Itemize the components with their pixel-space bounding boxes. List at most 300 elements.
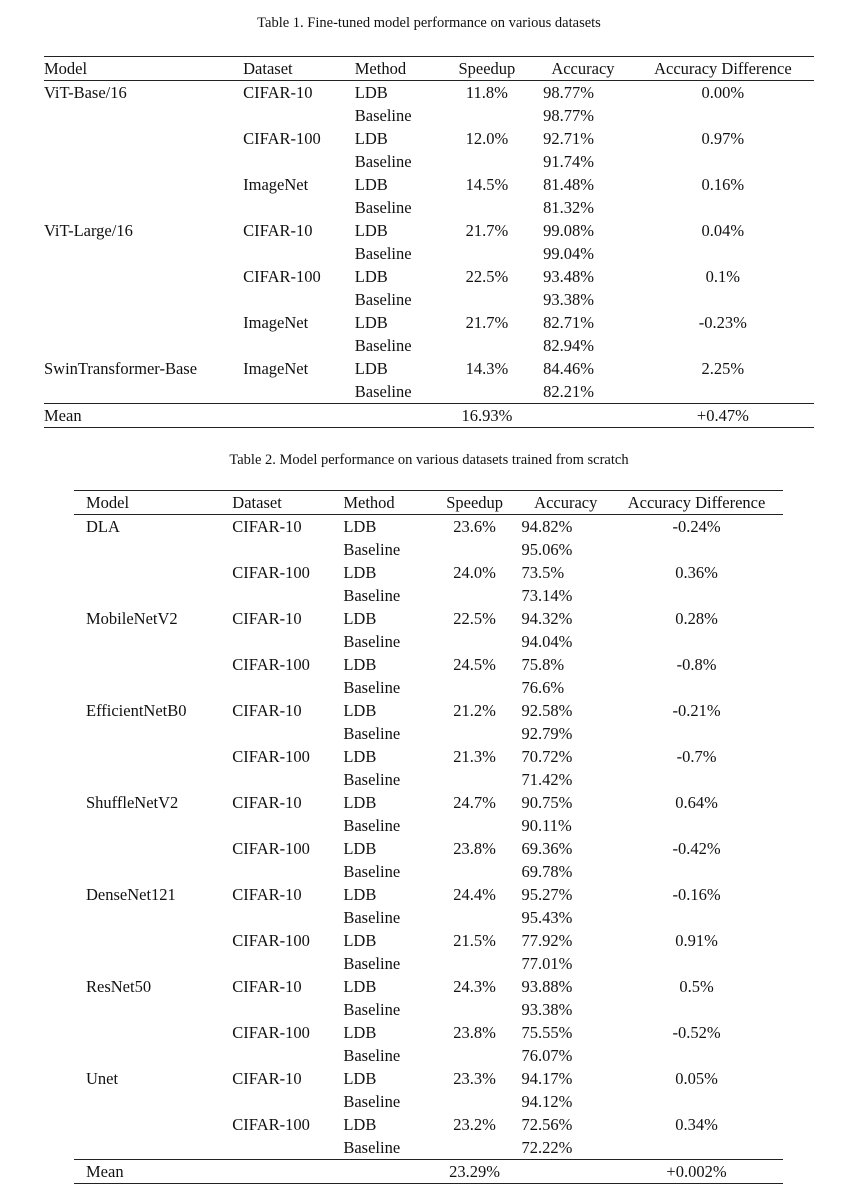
speedup-cell: 21.3% bbox=[453, 747, 496, 766]
accuracy-cell: 99.08% bbox=[543, 221, 594, 240]
accuracy-difference-cell: 0.36% bbox=[675, 563, 718, 582]
method-cell: LDB bbox=[343, 701, 377, 720]
speedup-cell bbox=[440, 334, 534, 357]
table-row bbox=[74, 1067, 783, 1090]
accuracy-cell: 69.36% bbox=[521, 839, 573, 858]
speedup-cell bbox=[428, 630, 522, 653]
accuracy-difference-cell bbox=[610, 1136, 783, 1160]
model-cell bbox=[74, 998, 232, 1021]
accuracy-cell: 94.04% bbox=[521, 632, 573, 651]
accuracy-difference-cell: -0.7% bbox=[676, 747, 717, 766]
method-cell: Baseline bbox=[354, 382, 412, 401]
model-cell bbox=[74, 1044, 232, 1067]
model-cell bbox=[44, 242, 243, 265]
speedup-cell bbox=[428, 676, 522, 699]
speedup-cell bbox=[428, 722, 522, 745]
dataset-cell: CIFAR-10 bbox=[232, 977, 302, 996]
table-row bbox=[74, 607, 783, 630]
accuracy-difference-cell: -0.16% bbox=[672, 885, 721, 904]
table2-header-method: Method bbox=[343, 491, 427, 515]
table-row bbox=[74, 699, 783, 722]
accuracy-difference-cell: 0.64% bbox=[675, 793, 718, 812]
table-row bbox=[74, 975, 783, 998]
accuracy-cell: 95.27% bbox=[521, 885, 573, 904]
table1-mean-dataset bbox=[243, 404, 355, 428]
speedup-cell: 24.5% bbox=[453, 655, 496, 674]
accuracy-cell: 81.32% bbox=[543, 198, 594, 217]
table2-mean-speedup: 23.29% bbox=[428, 1160, 522, 1184]
model-cell bbox=[74, 768, 232, 791]
accuracy-cell: 77.01% bbox=[521, 954, 573, 973]
table2-mean-accuracy bbox=[522, 1160, 611, 1184]
dataset-cell: CIFAR-100 bbox=[232, 655, 310, 674]
model-cell bbox=[74, 906, 232, 929]
model-cell: ViT-Base/16 bbox=[44, 83, 127, 102]
accuracy-difference-cell: -0.8% bbox=[676, 655, 717, 674]
model-cell bbox=[74, 929, 232, 952]
table2-header-model: Model bbox=[74, 491, 232, 515]
table2-header-row bbox=[74, 491, 783, 515]
speedup-cell bbox=[428, 1136, 522, 1160]
dataset-cell: ImageNet bbox=[243, 359, 309, 378]
speedup-cell bbox=[440, 288, 534, 311]
table2-header-speedup: Speedup bbox=[428, 491, 522, 515]
model-cell: EfficientNetB0 bbox=[86, 701, 187, 720]
model-cell: ResNet50 bbox=[86, 977, 152, 996]
speedup-cell: 23.2% bbox=[453, 1115, 496, 1134]
dataset-cell bbox=[232, 538, 343, 561]
accuracy-difference-cell: 0.34% bbox=[675, 1115, 718, 1134]
method-cell: LDB bbox=[343, 931, 377, 950]
model-cell bbox=[44, 311, 243, 334]
accuracy-cell: 93.88% bbox=[521, 977, 573, 996]
dataset-cell: CIFAR-10 bbox=[243, 83, 313, 102]
dataset-cell: CIFAR-10 bbox=[243, 221, 313, 240]
accuracy-cell: 69.78% bbox=[521, 862, 573, 881]
accuracy-cell: 70.72% bbox=[521, 747, 573, 766]
accuracy-difference-cell: 0.16% bbox=[701, 175, 745, 194]
method-cell: LDB bbox=[354, 129, 388, 148]
model-cell bbox=[74, 630, 232, 653]
accuracy-difference-cell bbox=[610, 768, 783, 791]
speedup-cell bbox=[428, 768, 522, 791]
method-cell: LDB bbox=[354, 313, 388, 332]
accuracy-cell: 82.71% bbox=[543, 313, 594, 332]
accuracy-cell: 93.38% bbox=[521, 1000, 573, 1019]
method-cell: Baseline bbox=[343, 816, 401, 835]
dataset-cell bbox=[243, 150, 355, 173]
model-cell bbox=[74, 745, 232, 768]
method-cell: Baseline bbox=[343, 1092, 401, 1111]
table-row bbox=[44, 104, 814, 127]
accuracy-cell: 98.77% bbox=[543, 83, 594, 102]
table1-mean-accuracy bbox=[534, 404, 632, 428]
model-cell bbox=[74, 722, 232, 745]
model-cell bbox=[44, 380, 243, 404]
accuracy-difference-cell: 0.04% bbox=[701, 221, 745, 240]
table2-mean-diff: +0.002% bbox=[610, 1160, 783, 1184]
speedup-cell bbox=[428, 814, 522, 837]
speedup-cell bbox=[428, 952, 522, 975]
table-row bbox=[74, 538, 783, 561]
model-cell bbox=[74, 837, 232, 860]
dataset-cell bbox=[243, 196, 355, 219]
table2-header-accuracy: Accuracy bbox=[522, 491, 611, 515]
speedup-cell bbox=[440, 196, 534, 219]
accuracy-difference-cell bbox=[610, 584, 783, 607]
speedup-cell bbox=[428, 538, 522, 561]
method-cell: Baseline bbox=[354, 106, 412, 125]
dataset-cell: ImageNet bbox=[243, 175, 309, 194]
dataset-cell bbox=[232, 584, 343, 607]
accuracy-difference-cell bbox=[610, 860, 783, 883]
accuracy-cell: 94.12% bbox=[521, 1092, 573, 1111]
accuracy-difference-cell: 0.05% bbox=[675, 1069, 718, 1088]
dataset-cell: CIFAR-10 bbox=[232, 1069, 302, 1088]
speedup-cell bbox=[428, 1044, 522, 1067]
model-cell bbox=[44, 196, 243, 219]
table1-mean-row bbox=[44, 404, 814, 428]
table2-mean-method bbox=[343, 1160, 427, 1184]
speedup-cell: 24.0% bbox=[453, 563, 496, 582]
accuracy-cell: 94.17% bbox=[521, 1069, 573, 1088]
method-cell: Baseline bbox=[343, 908, 401, 927]
method-cell: Baseline bbox=[354, 244, 412, 263]
table-row bbox=[74, 998, 783, 1021]
table1-header-accuracy-difference: Accuracy Difference bbox=[632, 57, 814, 81]
accuracy-cell: 73.14% bbox=[521, 586, 573, 605]
table-row bbox=[44, 288, 814, 311]
dataset-cell: CIFAR-100 bbox=[243, 129, 321, 148]
dataset-cell bbox=[232, 998, 343, 1021]
accuracy-difference-cell bbox=[610, 676, 783, 699]
model-cell bbox=[44, 173, 243, 196]
table-row bbox=[74, 1021, 783, 1044]
table-row bbox=[74, 952, 783, 975]
accuracy-cell: 93.48% bbox=[543, 267, 594, 286]
speedup-cell: 21.5% bbox=[453, 931, 496, 950]
accuracy-difference-cell bbox=[610, 722, 783, 745]
table1 bbox=[44, 56, 814, 428]
accuracy-cell: 93.38% bbox=[543, 290, 594, 309]
accuracy-difference-cell bbox=[632, 196, 814, 219]
table-row bbox=[44, 150, 814, 173]
method-cell: LDB bbox=[354, 83, 388, 102]
method-cell: LDB bbox=[343, 1115, 377, 1134]
accuracy-difference-cell bbox=[632, 380, 814, 404]
method-cell: LDB bbox=[343, 517, 377, 536]
dataset-cell bbox=[243, 242, 355, 265]
model-cell: DenseNet121 bbox=[86, 885, 176, 904]
model-cell bbox=[44, 288, 243, 311]
model-cell bbox=[44, 265, 243, 288]
dataset-cell bbox=[232, 860, 343, 883]
accuracy-cell: 95.06% bbox=[521, 540, 573, 559]
accuracy-cell: 82.21% bbox=[543, 382, 594, 401]
dataset-cell bbox=[232, 814, 343, 837]
model-cell bbox=[74, 676, 232, 699]
table1-header-method: Method bbox=[355, 57, 440, 81]
model-cell: ViT-Large/16 bbox=[44, 221, 133, 240]
accuracy-difference-cell: 0.97% bbox=[701, 129, 745, 148]
table-row bbox=[44, 173, 814, 196]
method-cell: LDB bbox=[343, 977, 377, 996]
table-row bbox=[74, 676, 783, 699]
model-cell bbox=[74, 952, 232, 975]
speedup-cell bbox=[428, 584, 522, 607]
table-row bbox=[74, 860, 783, 883]
accuracy-difference-cell: 0.91% bbox=[675, 931, 718, 950]
dataset-cell bbox=[243, 334, 355, 357]
speedup-cell bbox=[428, 1090, 522, 1113]
accuracy-difference-cell bbox=[632, 242, 814, 265]
method-cell: LDB bbox=[343, 793, 377, 812]
table2-header-accuracy-difference: Accuracy Difference bbox=[610, 491, 783, 515]
speedup-cell: 24.3% bbox=[453, 977, 496, 996]
model-cell bbox=[44, 150, 243, 173]
table1-header-model: Model bbox=[44, 57, 243, 81]
accuracy-cell: 84.46% bbox=[543, 359, 594, 378]
table2-mean-label: Mean bbox=[74, 1160, 232, 1184]
accuracy-difference-cell: -0.23% bbox=[698, 313, 747, 332]
speedup-cell: 21.7% bbox=[465, 221, 509, 240]
model-cell: Unet bbox=[86, 1069, 119, 1088]
accuracy-cell: 75.55% bbox=[521, 1023, 573, 1042]
table-row bbox=[44, 357, 814, 380]
model-cell bbox=[74, 538, 232, 561]
speedup-cell: 22.5% bbox=[465, 267, 509, 286]
dataset-cell bbox=[243, 288, 355, 311]
accuracy-difference-cell: 0.5% bbox=[679, 977, 714, 996]
model-cell: ShuffleNetV2 bbox=[86, 793, 179, 812]
model-cell bbox=[74, 1090, 232, 1113]
method-cell: Baseline bbox=[343, 1000, 401, 1019]
dataset-cell: ImageNet bbox=[243, 313, 309, 332]
speedup-cell: 24.4% bbox=[453, 885, 496, 904]
table1-header-accuracy: Accuracy bbox=[534, 57, 632, 81]
table-row bbox=[74, 561, 783, 584]
model-cell: DLA bbox=[86, 517, 120, 536]
table-row bbox=[44, 311, 814, 334]
dataset-cell bbox=[232, 722, 343, 745]
model-cell bbox=[44, 104, 243, 127]
accuracy-cell: 91.74% bbox=[543, 152, 594, 171]
accuracy-cell: 73.5% bbox=[521, 563, 565, 582]
table-row bbox=[74, 768, 783, 791]
table-row bbox=[44, 242, 814, 265]
method-cell: LDB bbox=[343, 839, 377, 858]
speedup-cell: 23.6% bbox=[453, 517, 496, 536]
model-cell: MobileNetV2 bbox=[86, 609, 178, 628]
speedup-cell bbox=[428, 860, 522, 883]
dataset-cell: CIFAR-100 bbox=[232, 1115, 310, 1134]
accuracy-difference-cell: 0.28% bbox=[675, 609, 718, 628]
table-row bbox=[74, 653, 783, 676]
table2-body bbox=[74, 515, 783, 1160]
method-cell: LDB bbox=[354, 221, 388, 240]
dataset-cell: CIFAR-100 bbox=[232, 747, 310, 766]
table-row bbox=[74, 1113, 783, 1136]
method-cell: Baseline bbox=[343, 862, 401, 881]
speedup-cell bbox=[440, 150, 534, 173]
accuracy-cell: 81.48% bbox=[543, 175, 594, 194]
speedup-cell: 21.2% bbox=[453, 701, 496, 720]
method-cell: LDB bbox=[343, 563, 377, 582]
table-row bbox=[74, 722, 783, 745]
method-cell: Baseline bbox=[343, 954, 401, 973]
accuracy-cell: 92.58% bbox=[521, 701, 573, 720]
method-cell: Baseline bbox=[343, 1046, 401, 1065]
table1-header-dataset: Dataset bbox=[243, 57, 355, 81]
dataset-cell bbox=[243, 380, 355, 404]
dataset-cell: CIFAR-100 bbox=[232, 839, 310, 858]
table-row bbox=[44, 219, 814, 242]
table-row bbox=[44, 127, 814, 150]
dataset-cell: CIFAR-100 bbox=[232, 931, 310, 950]
dataset-cell bbox=[232, 768, 343, 791]
speedup-cell bbox=[440, 380, 534, 404]
accuracy-difference-cell bbox=[632, 288, 814, 311]
accuracy-difference-cell bbox=[610, 630, 783, 653]
accuracy-difference-cell bbox=[610, 998, 783, 1021]
speedup-cell: 23.8% bbox=[453, 839, 496, 858]
dataset-cell bbox=[232, 1090, 343, 1113]
table2 bbox=[74, 490, 783, 1184]
method-cell: LDB bbox=[343, 747, 377, 766]
method-cell: LDB bbox=[343, 1023, 377, 1042]
table2-header-dataset: Dataset bbox=[232, 491, 343, 515]
table1-header-row bbox=[44, 57, 814, 81]
table-row bbox=[74, 929, 783, 952]
accuracy-cell: 92.71% bbox=[543, 129, 594, 148]
accuracy-cell: 76.07% bbox=[521, 1046, 573, 1065]
table-row bbox=[74, 906, 783, 929]
accuracy-difference-cell: -0.24% bbox=[672, 517, 721, 536]
accuracy-cell: 72.22% bbox=[521, 1138, 573, 1157]
accuracy-cell: 76.6% bbox=[521, 678, 565, 697]
table-row bbox=[74, 883, 783, 906]
accuracy-cell: 98.77% bbox=[543, 106, 594, 125]
method-cell: LDB bbox=[354, 175, 388, 194]
model-cell bbox=[74, 1136, 232, 1160]
accuracy-difference-cell: 2.25% bbox=[701, 359, 745, 378]
model-cell bbox=[74, 814, 232, 837]
accuracy-difference-cell bbox=[610, 952, 783, 975]
dataset-cell bbox=[232, 952, 343, 975]
dataset-cell bbox=[232, 676, 343, 699]
method-cell: LDB bbox=[354, 267, 388, 286]
method-cell: LDB bbox=[343, 655, 377, 674]
dataset-cell: CIFAR-100 bbox=[232, 563, 310, 582]
accuracy-cell: 72.56% bbox=[521, 1115, 573, 1134]
method-cell: Baseline bbox=[343, 540, 401, 559]
table1-body bbox=[44, 81, 814, 404]
method-cell: Baseline bbox=[343, 632, 401, 651]
accuracy-difference-cell bbox=[610, 814, 783, 837]
table1-mean-method bbox=[355, 404, 440, 428]
method-cell: LDB bbox=[354, 359, 388, 378]
accuracy-cell: 75.8% bbox=[521, 655, 565, 674]
dataset-cell bbox=[243, 104, 355, 127]
speedup-cell: 23.3% bbox=[453, 1069, 496, 1088]
method-cell: LDB bbox=[343, 885, 377, 904]
method-cell: Baseline bbox=[354, 290, 412, 309]
accuracy-difference-cell bbox=[610, 1044, 783, 1067]
speedup-cell bbox=[440, 242, 534, 265]
dataset-cell: CIFAR-100 bbox=[232, 1023, 310, 1042]
method-cell: Baseline bbox=[343, 586, 401, 605]
accuracy-cell: 90.11% bbox=[521, 816, 572, 835]
table1-mean-speedup: 16.93% bbox=[440, 404, 534, 428]
method-cell: Baseline bbox=[343, 1138, 401, 1157]
speedup-cell: 24.7% bbox=[453, 793, 496, 812]
model-cell bbox=[44, 334, 243, 357]
accuracy-difference-cell: -0.42% bbox=[672, 839, 721, 858]
model-cell bbox=[74, 1021, 232, 1044]
table-row bbox=[74, 837, 783, 860]
table-row bbox=[74, 1136, 783, 1160]
table-row bbox=[44, 196, 814, 219]
table-row bbox=[74, 515, 783, 539]
table1-caption: Table 1. Fine-tuned model performance on various datasets bbox=[257, 15, 601, 31]
accuracy-cell: 99.04% bbox=[543, 244, 594, 263]
model-cell bbox=[74, 653, 232, 676]
dataset-cell bbox=[232, 1136, 343, 1160]
accuracy-cell: 94.32% bbox=[521, 609, 573, 628]
accuracy-difference-cell: -0.52% bbox=[672, 1023, 721, 1042]
table-row bbox=[74, 1090, 783, 1113]
accuracy-cell: 71.42% bbox=[521, 770, 573, 789]
dataset-cell: CIFAR-10 bbox=[232, 609, 302, 628]
dataset-cell: CIFAR-10 bbox=[232, 793, 302, 812]
dataset-cell bbox=[232, 1044, 343, 1067]
accuracy-cell: 77.92% bbox=[521, 931, 573, 950]
accuracy-cell: 94.82% bbox=[521, 517, 573, 536]
method-cell: Baseline bbox=[343, 770, 401, 789]
table-row bbox=[74, 814, 783, 837]
model-cell bbox=[74, 1113, 232, 1136]
table2-mean-row bbox=[74, 1160, 783, 1184]
speedup-cell bbox=[428, 998, 522, 1021]
accuracy-difference-cell bbox=[632, 104, 814, 127]
speedup-cell: 12.0% bbox=[465, 129, 509, 148]
speedup-cell bbox=[440, 104, 534, 127]
accuracy-difference-cell: 0.1% bbox=[705, 267, 741, 286]
dataset-cell bbox=[232, 630, 343, 653]
accuracy-cell: 82.94% bbox=[543, 336, 594, 355]
table-row bbox=[74, 584, 783, 607]
method-cell: Baseline bbox=[343, 724, 401, 743]
table-row bbox=[74, 745, 783, 768]
speedup-cell: 11.8% bbox=[465, 83, 508, 102]
speedup-cell: 14.5% bbox=[465, 175, 509, 194]
table-row bbox=[44, 334, 814, 357]
model-cell bbox=[44, 127, 243, 150]
model-cell bbox=[74, 860, 232, 883]
method-cell: Baseline bbox=[354, 152, 412, 171]
dataset-cell: CIFAR-10 bbox=[232, 885, 302, 904]
method-cell: Baseline bbox=[354, 198, 412, 217]
method-cell: Baseline bbox=[354, 336, 412, 355]
model-cell: SwinTransformer-Base bbox=[44, 359, 198, 378]
speedup-cell: 23.8% bbox=[453, 1023, 496, 1042]
table-row bbox=[74, 1044, 783, 1067]
accuracy-difference-cell: -0.21% bbox=[672, 701, 721, 720]
accuracy-difference-cell bbox=[632, 334, 814, 357]
table1-mean-label: Mean bbox=[44, 404, 243, 428]
table2-caption: Table 2. Model performance on various datasets trained from scratch bbox=[229, 452, 629, 468]
model-cell bbox=[74, 561, 232, 584]
